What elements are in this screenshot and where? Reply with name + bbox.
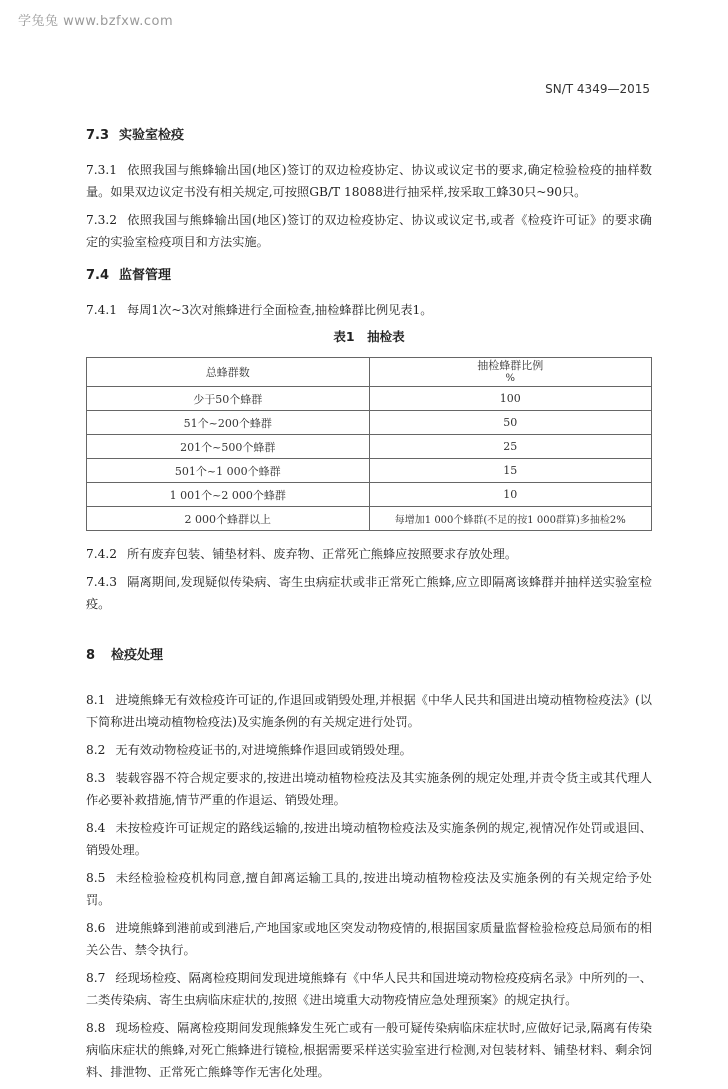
clause-number: 7.3.1 — [86, 163, 118, 177]
cell-total: 1 001个~2 000个蜂群 — [87, 483, 370, 507]
clause-text: 依照我国与熊蜂输出国(地区)签订的双边检疫协定、协议或议定书,或者《检疫许可证》的要求确定的实验室检疫项目和方法实施。 — [86, 213, 652, 249]
clause-number: 8.3 — [86, 771, 106, 785]
table-row — [87, 459, 652, 483]
section-title: 监督管理 — [119, 268, 172, 283]
cell-total: 51个~200个蜂群 — [87, 411, 370, 435]
clause-number: 7.4.3 — [86, 575, 118, 589]
header-ratio-label: 抽检蜂群比例 — [477, 359, 544, 372]
table-row — [87, 387, 652, 411]
clause-text: 无有效动物检疫证书的,对进境熊蜂作退回或销毁处理。 — [115, 743, 412, 757]
clause-number: 8.1 — [86, 693, 106, 707]
section-8-heading — [86, 647, 652, 665]
clause-number: 8.7 — [86, 971, 106, 985]
clause-number: 7.3.2 — [86, 213, 118, 227]
cell-total: 201个~500个蜂群 — [87, 435, 370, 459]
table-row — [87, 507, 652, 531]
clause-8-3 — [86, 767, 652, 811]
clause-8-1 — [86, 689, 652, 733]
clause-number: 8.4 — [86, 821, 106, 835]
section-number: 7.3 — [86, 128, 110, 143]
cell-ratio: 每增加1 000个蜂群(不足的按1 000群算)多抽检2% — [369, 507, 652, 531]
clause-text: 每周1次~3次对熊蜂进行全面检查,抽检蜂群比例见表1。 — [127, 303, 433, 317]
clause-8-7 — [86, 967, 652, 1011]
document-body — [86, 127, 652, 1089]
watermark: 学兔兔 www.bzfxw.com — [18, 14, 174, 29]
clause-8-2 — [86, 739, 652, 761]
clause-text: 进境熊蜂到港前或到港后,产地国家或地区突发动物疫情的,根据国家质量监督检验检疫总局颁布的相关公告、禁令执行。 — [86, 921, 652, 957]
cell-ratio: 100 — [369, 387, 652, 411]
clause-number: 7.4.1 — [86, 303, 118, 317]
section-title: 检疫处理 — [111, 648, 164, 663]
sampling-table — [86, 357, 652, 531]
cell-ratio: 10 — [369, 483, 652, 507]
clause-number: 7.4.2 — [86, 547, 118, 561]
clause-text: 未经检验检疫机构同意,擅自卸离运输工具的,按进出境动植物检疫法及实施条例的有关规定给予处罚。 — [86, 871, 652, 907]
section-number: 7.4 — [86, 268, 110, 283]
clause-number: 8.5 — [86, 871, 106, 885]
clause-number: 8.8 — [86, 1021, 106, 1035]
table-caption: 表1 抽检表 — [333, 329, 405, 344]
clause-7-4-3 — [86, 571, 652, 615]
clause-8-6 — [86, 917, 652, 961]
standard-code: SN/T 4349—2015 — [545, 82, 650, 96]
clause-8-5 — [86, 867, 652, 911]
cell-ratio: 25 — [369, 435, 652, 459]
section-number: 8 — [86, 648, 96, 663]
header-total-colonies: 总蜂群数 — [87, 358, 370, 387]
table-row — [87, 411, 652, 435]
table-row — [87, 435, 652, 459]
clause-text: 现场检疫、隔离检疫期间发现熊蜂发生死亡或有一般可疑传染病临床症状时,应做好记录,隔离有传染病临床症状的熊蜂,对死亡熊蜂进行镜检,根据需要采样送实验室进行检测,对包装材料、铺垫材料、剩余饲料、排泄物、正常死亡熊蜂等作无害化处理。 — [86, 1021, 652, 1079]
clause-8-4 — [86, 817, 652, 861]
cell-total: 2 000个蜂群以上 — [87, 507, 370, 531]
header-ratio-unit: % — [505, 373, 515, 384]
header-sampling-ratio — [369, 358, 652, 387]
cell-ratio: 15 — [369, 459, 652, 483]
clause-7-4-2 — [86, 543, 652, 565]
cell-total: 少于50个蜂群 — [87, 387, 370, 411]
clause-text: 装载容器不符合规定要求的,按进出境动植物检疫法及其实施条例的规定处理,并责令货主或其代理人作必要补救措施,情节严重的作退运、销毁处理。 — [86, 771, 652, 807]
table-header-row — [87, 358, 652, 387]
clause-text: 未按检疫许可证规定的路线运输的,按进出境动植物检疫法及实施条例的规定,视情况作处罚或退回、销毁处理。 — [86, 821, 652, 857]
clause-text: 进境熊蜂无有效检疫许可证的,作退回或销毁处理,并根据《中华人民共和国进出境动植物检疫法》(以下简称进出境动植物检疫法)及实施条例的有关规定进行处罚。 — [86, 693, 652, 729]
cell-total: 501个~1 000个蜂群 — [87, 459, 370, 483]
section-7-4-heading — [86, 267, 652, 285]
section-7-3-heading — [86, 127, 652, 145]
clause-text: 经现场检疫、隔离检疫期间发现进境熊蜂有《中华人民共和国进境动物检疫疫病名录》中所列的一、二类传染病、寄生虫病临床症状的,按照《进出境重大动物疫情应急处理预案》的规定执行。 — [86, 971, 652, 1007]
table-row — [87, 483, 652, 507]
clause-7-3-2 — [86, 209, 652, 253]
clause-7-4-1 — [86, 299, 652, 321]
clause-8-8 — [86, 1017, 652, 1083]
clause-number: 8.6 — [86, 921, 106, 935]
section-title: 实验室检疫 — [119, 128, 185, 143]
clause-7-3-1 — [86, 159, 652, 203]
clause-text: 依照我国与熊蜂输出国(地区)签订的双边检疫协定、协议或议定书的要求,确定检验检疫的抽样数量。如果双边议定书没有相关规定,可按照GB/T 18088进行抽采样,按采取工蜂30只~90只。 — [86, 163, 652, 199]
cell-ratio: 50 — [369, 411, 652, 435]
clause-text: 隔离期间,发现疑似传染病、寄生虫病症状或非正常死亡熊蜂,应立即隔离该蜂群并抽样送实验室检疫。 — [86, 575, 652, 611]
clause-text: 所有废弃包装、铺垫材料、废弃物、正常死亡熊蜂应按照要求存放处理。 — [127, 547, 518, 561]
clause-number: 8.2 — [86, 743, 106, 757]
